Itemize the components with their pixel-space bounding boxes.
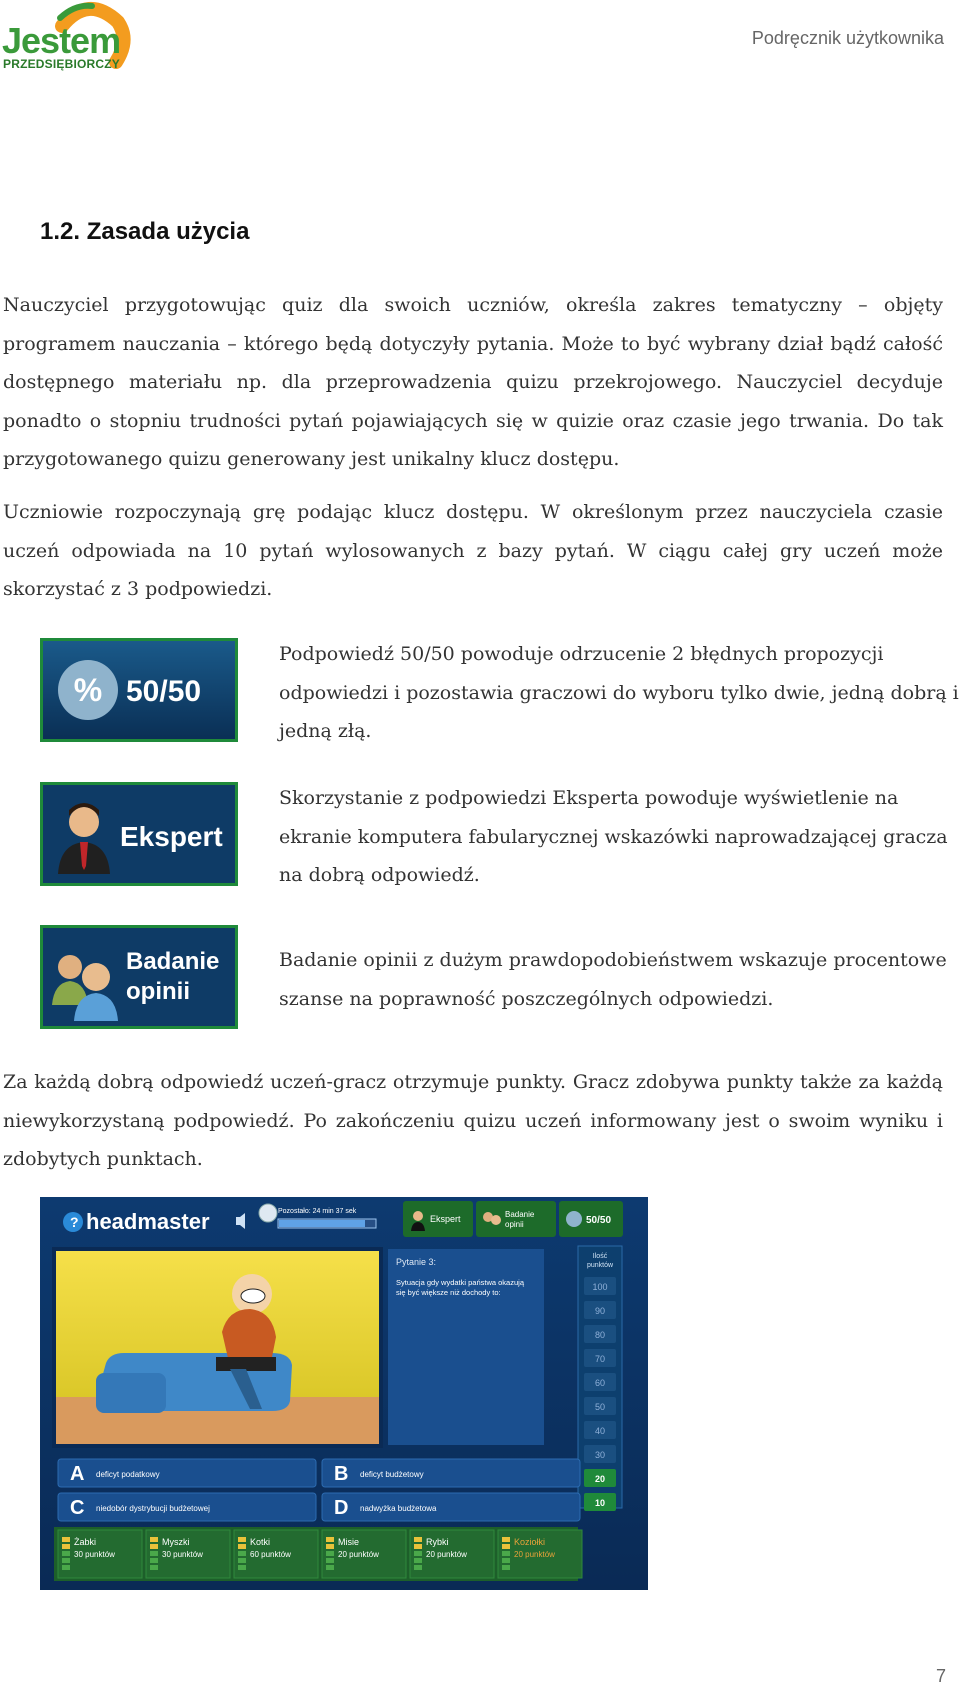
ladder-step xyxy=(584,1349,616,1367)
game-screenshot xyxy=(40,1197,648,1590)
team-level-bar xyxy=(150,1558,158,1563)
answer-text: deficyt budżetowy xyxy=(360,1470,424,1479)
team-points: 20 punktów xyxy=(426,1550,467,1559)
ladder-step xyxy=(584,1445,616,1463)
game-logo-text: headmaster xyxy=(86,1209,210,1234)
team-points: 20 punktów xyxy=(514,1550,555,1559)
team-name: Kotki xyxy=(250,1537,271,1547)
team-name: Myszki xyxy=(162,1537,190,1547)
team-level-bar xyxy=(238,1565,246,1570)
answer-option[interactable] xyxy=(58,1493,316,1521)
team-card xyxy=(322,1530,406,1578)
logo-sub-text: PRZEDSIĘBIORCZY xyxy=(3,57,121,71)
score-header-1: Ilość xyxy=(592,1253,608,1260)
team-level-bar xyxy=(326,1558,334,1563)
answer-option[interactable] xyxy=(58,1459,316,1487)
team-level-bar xyxy=(326,1544,334,1549)
hint-expert-text: Skorzystanie z podpowiedzi Eksperta powoduje wyświetlenie na ekranie komputera fabularycznej wskazówki naprowadzającej gracza na dobrą odpowiedź. xyxy=(279,787,948,886)
game-hint-poll-label-1: Badanie xyxy=(505,1210,535,1219)
ladder-step xyxy=(584,1325,616,1343)
team-level-bar xyxy=(502,1544,510,1549)
team-level-bar xyxy=(326,1551,334,1556)
laptop-icon xyxy=(216,1357,276,1371)
svg-text:%: % xyxy=(73,672,103,708)
logo xyxy=(0,0,140,78)
team-level-bar xyxy=(62,1537,70,1542)
ladder-step xyxy=(584,1277,616,1295)
game-hint-expert-label: Ekspert xyxy=(430,1214,461,1224)
hint-poll-label-2: opinii xyxy=(126,978,190,1005)
ladder-step xyxy=(584,1493,616,1511)
document-title: Podręcznik użytkownika xyxy=(751,28,944,48)
team-level-bar xyxy=(62,1565,70,1570)
team-level-bar xyxy=(414,1551,422,1556)
ladder-step-value: 90 xyxy=(594,1306,606,1316)
team-name: Koziołki xyxy=(514,1537,546,1547)
team-level-bar xyxy=(414,1565,422,1570)
question-text-1: Sytuacja gdy wydatki państwa okazują xyxy=(396,1278,524,1287)
ladder-step xyxy=(584,1469,616,1487)
paragraph-students: Uczniowie rozpoczynają grę podając klucz dostępu. W określonym przez nauczyciela czasie uczeń odpowiada na 10 pytań wylosowanych z bazy pytań. W ciągu całej gry uczeń może skorzystać z 3 podpowiedzi. xyxy=(3,501,943,600)
ladder-step-value: 20 xyxy=(594,1474,606,1484)
hint-expert-image xyxy=(40,782,238,886)
paragraph-scoring: Za każdą dobrą odpowiedź uczeń-gracz otrzymuje punkty. Gracz zdobywa punkty także za każdą niewykorzystaną podpowiedź. Po zakończeniu quizu uczeń informowany jest o swoim wyniku i zdobytych punktach. xyxy=(3,1071,943,1170)
ladder-step-value: 40 xyxy=(594,1426,606,1436)
team-level-bar xyxy=(150,1544,158,1549)
answer-letter: D xyxy=(334,1497,349,1519)
team-card xyxy=(146,1530,230,1578)
team-card xyxy=(58,1530,142,1578)
logo-main-text: Jestem xyxy=(2,20,121,61)
hint-poll-image xyxy=(40,925,238,1029)
team-level-bar xyxy=(62,1551,70,1556)
team-level-bar xyxy=(150,1551,158,1556)
answer-letter: B xyxy=(334,1463,349,1485)
team-level-bar xyxy=(414,1537,422,1542)
team-level-bar xyxy=(502,1537,510,1542)
teams-bar xyxy=(54,1527,582,1581)
ladder-step-value: 70 xyxy=(594,1354,606,1364)
section-heading: 1.2. Zasada użycia xyxy=(40,218,250,245)
team-level-bar xyxy=(238,1558,246,1563)
team-level-bar xyxy=(150,1537,158,1542)
question-title: Pytanie 3: xyxy=(396,1257,437,1267)
ladder-step-value: 30 xyxy=(594,1450,606,1460)
team-name: Misie xyxy=(338,1537,360,1547)
ladder-step xyxy=(584,1397,616,1415)
team-name: Rybki xyxy=(426,1537,449,1547)
hint-poll-label-1: Badanie xyxy=(126,948,220,975)
team-name: Żabki xyxy=(74,1537,97,1547)
team-card xyxy=(410,1530,494,1578)
answer-letter: C xyxy=(70,1497,85,1519)
paragraph-intro: Nauczyciel przygotowując quiz dla swoich uczniów, określa zakres tematyczny – objęty programem nauczania – którego będą dotyczyły pytania. Może to być wybrany dział bądź całość dostępnego materiału np. dla przeprowadzenia quizu przekrojowego. Nauczyciel decyduje ponadto o stopniu trudności pytań pojawiających się w quizie oraz czasie jego trwania. Do tak przygotowanego quizu generowany jest unikalny klucz dostępu. xyxy=(3,294,943,470)
team-points: 20 punktów xyxy=(338,1550,379,1559)
game-timer: Pozostało: 24 min 37 sek xyxy=(278,1208,357,1215)
team-level-bar xyxy=(238,1537,246,1542)
team-level-bar xyxy=(238,1544,246,1549)
score-header-2: punktów xyxy=(586,1262,614,1269)
ladder-step-value: 50 xyxy=(594,1402,606,1412)
hint-5050-image xyxy=(40,638,238,742)
team-card xyxy=(498,1530,582,1578)
svg-text:?: ? xyxy=(70,1214,79,1230)
game-hint-5050-label: 50/50 xyxy=(586,1215,612,1226)
team-level-bar xyxy=(238,1551,246,1556)
team-level-bar xyxy=(62,1544,70,1549)
answer-letter: A xyxy=(70,1463,85,1485)
ladder-step xyxy=(584,1373,616,1391)
answer-text: nadwyżka budżetowa xyxy=(360,1504,437,1513)
clock-icon xyxy=(259,1204,277,1222)
team-level-bar xyxy=(326,1537,334,1542)
ladder-step-value: 10 xyxy=(594,1498,606,1508)
question-text-2: się być większe niż dochody to: xyxy=(396,1288,501,1297)
answer-option[interactable] xyxy=(322,1493,580,1521)
team-points: 30 punktów xyxy=(74,1550,115,1559)
team-card xyxy=(234,1530,318,1578)
team-level-bar xyxy=(150,1565,158,1570)
page-number: 7 xyxy=(935,1666,946,1686)
team-level-bar xyxy=(502,1565,510,1570)
hint-expert-label: Ekspert xyxy=(120,821,223,852)
hint-5050-text: Podpowiedź 50/50 powoduje odrzucenie 2 błędnych propozycji odpowiedzi i pozostawia graczowi do wyboru tylko dwie, jedną dobrą i jedną złą. xyxy=(279,643,959,742)
expert-head-icon xyxy=(69,807,99,837)
team-level-bar xyxy=(414,1544,422,1549)
team-level-bar xyxy=(502,1558,510,1563)
hint-poll-text: Badanie opinii z dużym prawdopodobieństwem wskazuje procentowe szanse na poprawność poszczególnych odpowiedzi. xyxy=(279,949,947,1010)
ladder-step xyxy=(584,1301,616,1319)
answer-text: deficyt podatkowy xyxy=(96,1470,160,1479)
answer-text: niedobór dystrybucji budżetowej xyxy=(96,1504,210,1513)
answer-option[interactable] xyxy=(322,1459,580,1487)
ladder-step-value: 80 xyxy=(594,1330,606,1340)
team-level-bar xyxy=(414,1558,422,1563)
game-hint-poll-label-2: opinii xyxy=(505,1220,524,1229)
team-level-bar xyxy=(326,1565,334,1570)
ladder-step-value: 100 xyxy=(592,1282,608,1292)
ladder-step-value: 60 xyxy=(594,1378,606,1388)
score-ladder xyxy=(578,1246,622,1511)
ladder-step xyxy=(584,1421,616,1439)
hint-5050-label: 50/50 xyxy=(126,675,202,708)
team-level-bar xyxy=(502,1551,510,1556)
team-level-bar xyxy=(62,1558,70,1563)
team-points: 30 punktów xyxy=(162,1550,203,1559)
team-points: 60 punktów xyxy=(250,1550,291,1559)
